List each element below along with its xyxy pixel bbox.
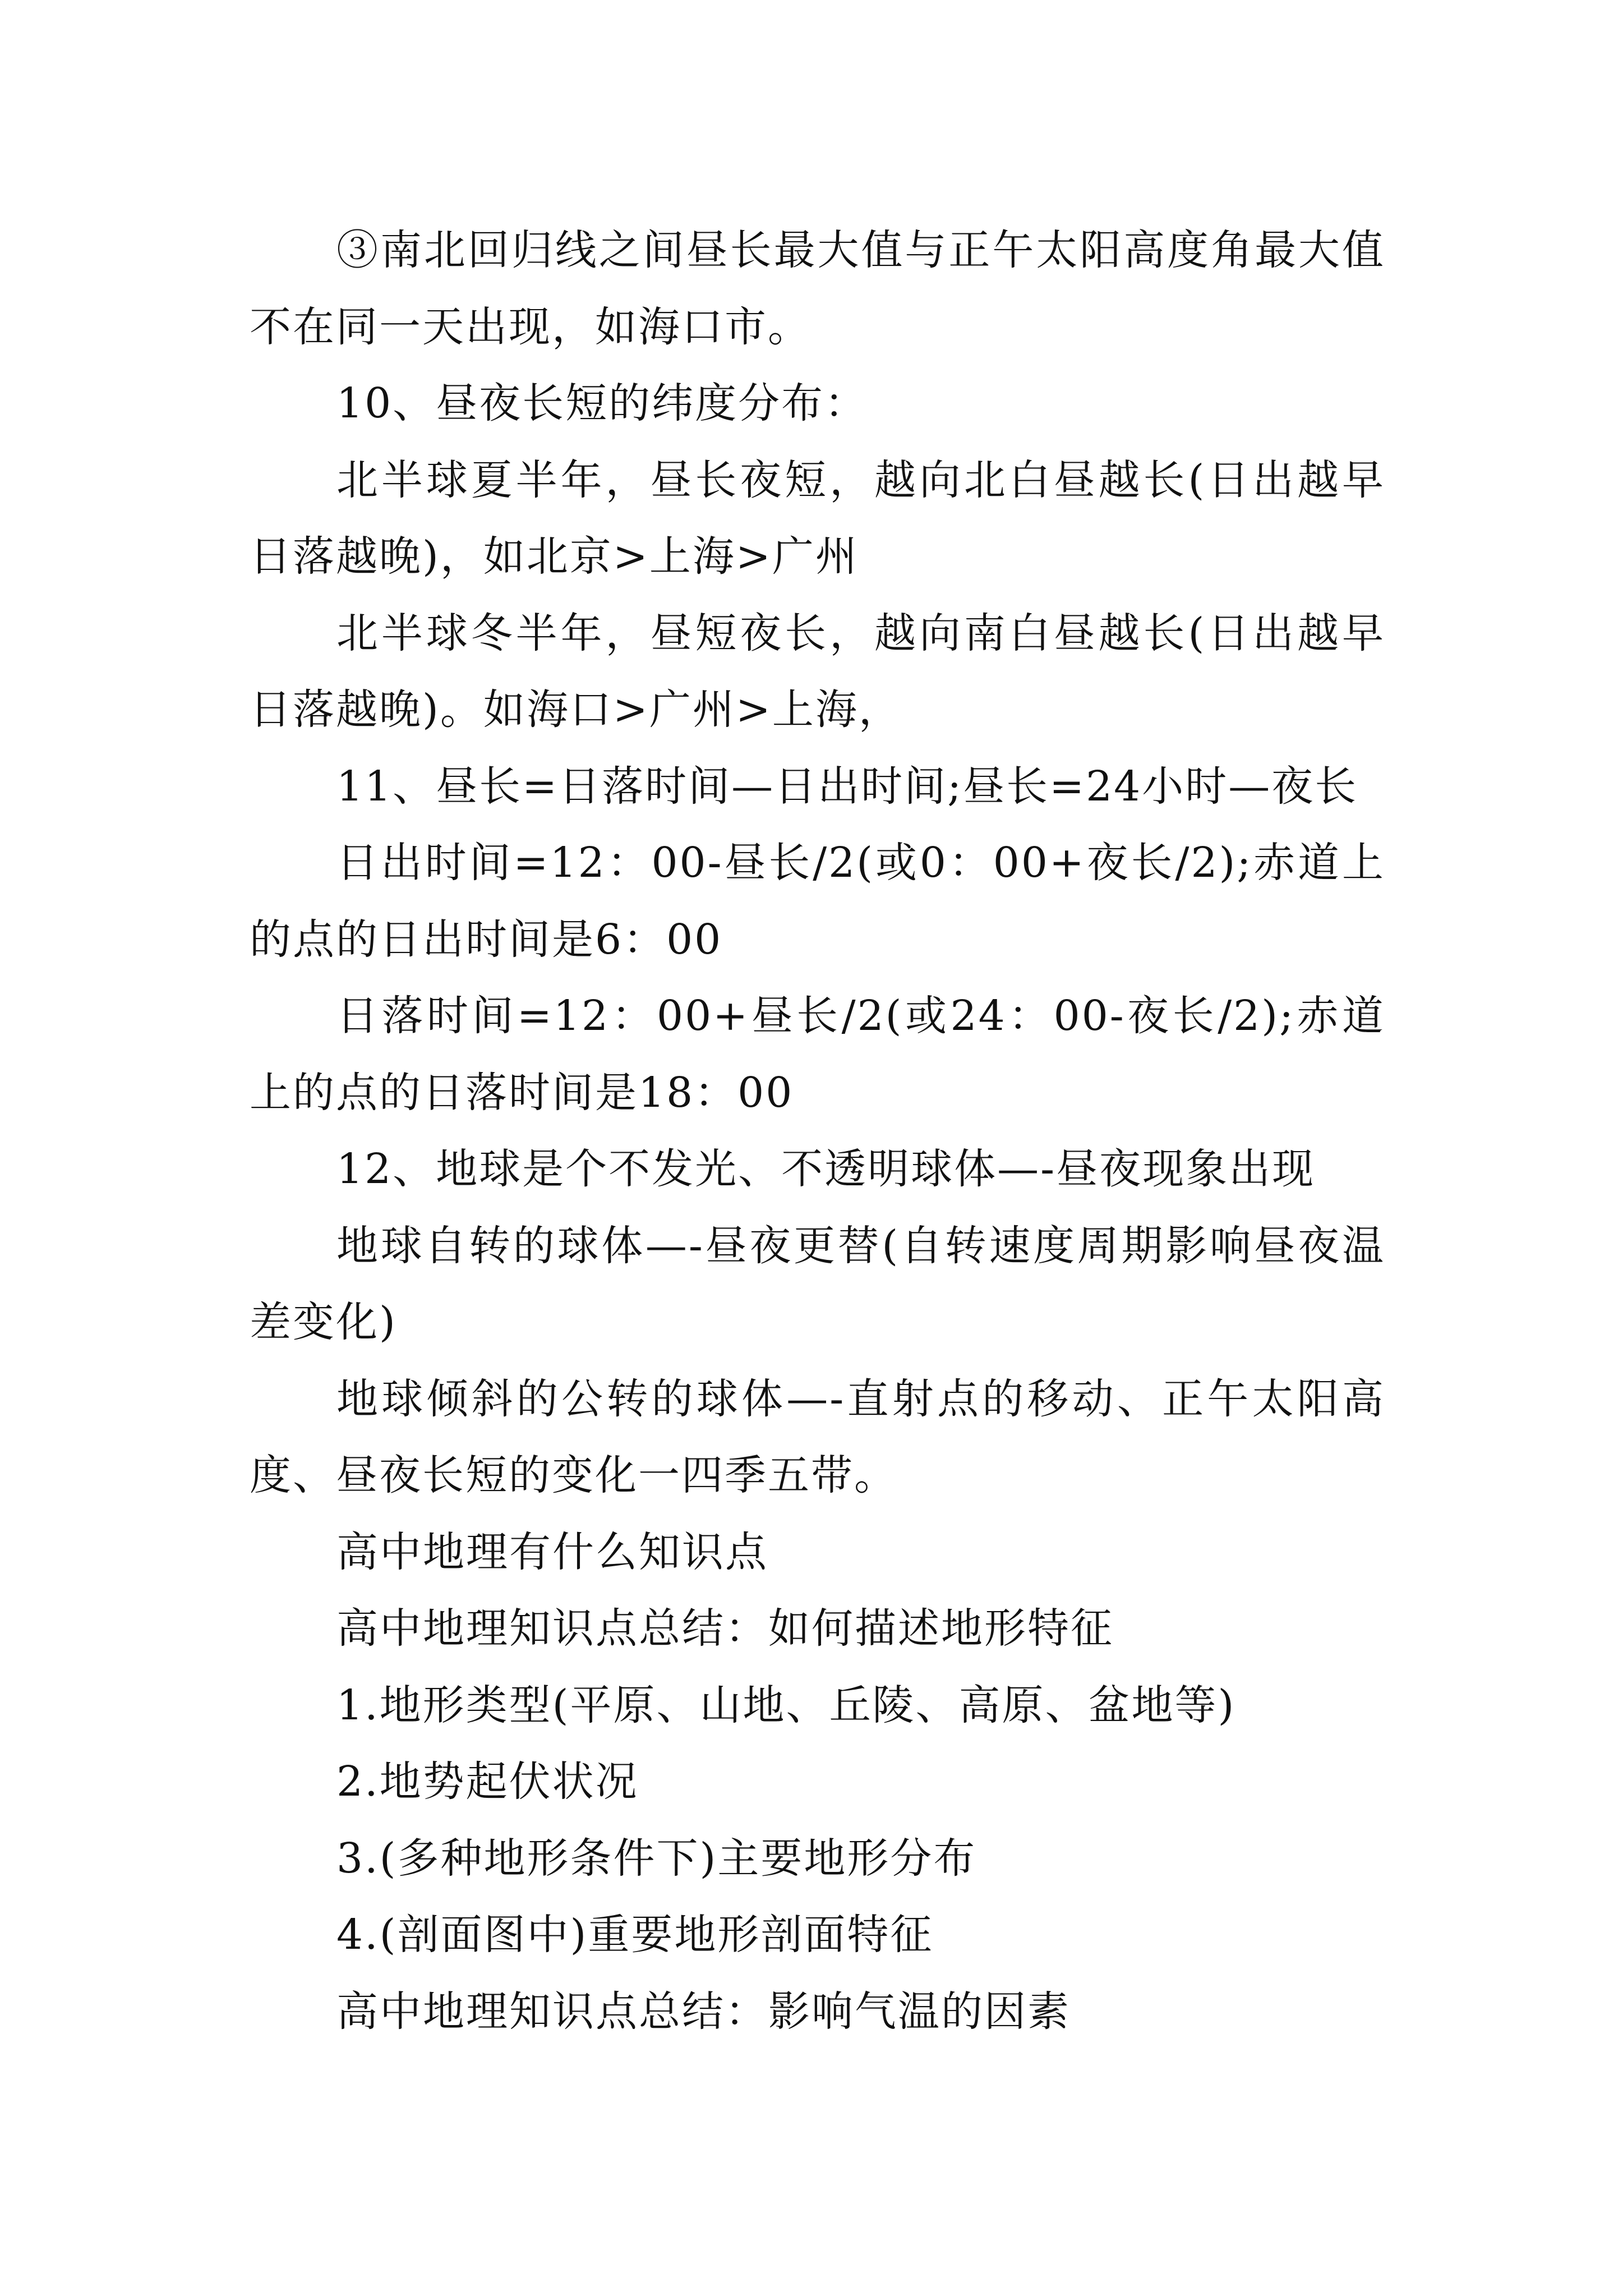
paragraph: 地球倾斜的公转的球体—-直射点的移动、正午太阳高度、昼夜长短的变化一四季五带。: [250, 1374, 1385, 1499]
section-heading: 高中地理知识点总结：影响气温的因素: [336, 1987, 1071, 2036]
paragraph: 日落时间=12：00+昼长/2(或24：00-夜长/2);赤道上的点的日落时间是18：00: [250, 992, 1385, 1117]
paragraph: 北半球冬半年，昼短夜长，越向南白昼越长(日出越早日落越晚)。如海口>广州>上海，: [250, 609, 1385, 734]
paragraph: 地球自转的球体—-昼夜更替(自转速度周期影响昼夜温差变化): [250, 1221, 1385, 1346]
section-heading: 10、昼夜长短的纬度分布：: [336, 379, 868, 427]
paragraph: 11、昼长=日落时间—日出时间;昼长=24小时—夜长: [336, 762, 1358, 811]
list-item: 3.(多种地形条件下)主要地形分布: [336, 1834, 977, 1883]
document-body: [250, 212, 1385, 2050]
paragraph: 日出时间=12：00-昼长/2(或0：00+夜长/2);赤道上的点的日出时间是6：00: [250, 839, 1385, 964]
section-heading: 高中地理有什么知识点: [336, 1527, 768, 1576]
list-item: 1.地形类型(平原、山地、丘陵、高原、盆地等): [336, 1681, 1236, 1729]
paragraph: 12、地球是个不发光、不透明球体—-昼夜现象出现: [336, 1145, 1316, 1193]
section-heading: 高中地理知识点总结：如何描述地形特征: [336, 1604, 1114, 1653]
list-item: 2.地势起伏状况: [336, 1757, 639, 1806]
paragraph: 北半球夏半年，昼长夜短，越向北白昼越长(日出越早日落越晚)，如北京>上海>广州: [250, 455, 1385, 581]
list-item: 4.(剖面图中)重要地形剖面特征: [336, 1911, 934, 1959]
paragraph: ③南北回归线之间昼长最大值与正午太阳高度角最大值不在同一天出现，如海口市。: [250, 226, 1385, 351]
